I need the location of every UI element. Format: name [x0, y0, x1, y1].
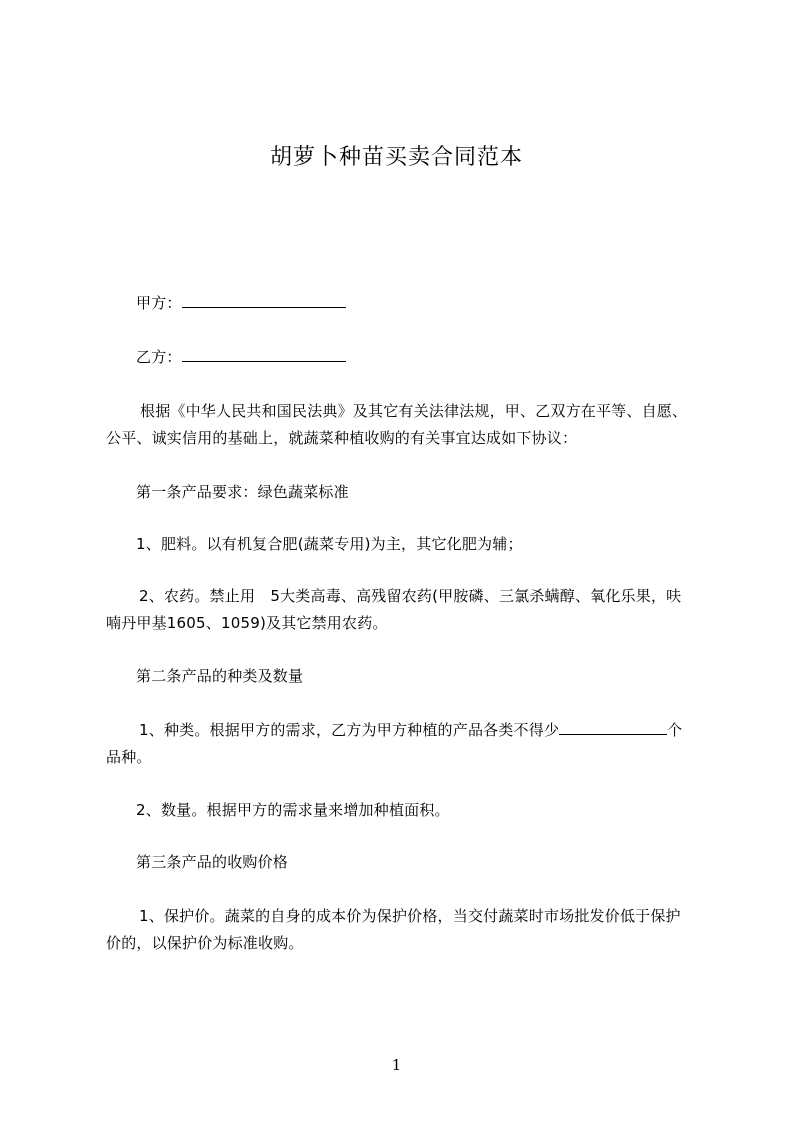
article-3-heading: 第三条产品的收购价格 — [136, 853, 289, 871]
intro-line-1: 根据《中华人民共和国民法典》及其它有关法律法规，甲、乙双方在平等、自愿、 — [140, 402, 688, 420]
party-b-blank[interactable] — [182, 347, 346, 362]
article-1-item-2-line-2: 喃丹甲基1605、1059)及其它禁用农药。 — [106, 614, 388, 632]
party-a-line — [136, 292, 346, 313]
article-2-item-1-text: 1、种类。根据甲方的需求，乙方为甲方种植的产品各类不得少 — [139, 721, 560, 739]
variety-count-blank[interactable] — [559, 720, 667, 735]
article-3-item-1-line-2: 价的，以保护价为标准收购。 — [106, 934, 304, 952]
party-a-blank[interactable] — [182, 293, 346, 308]
article-2-item-1-suffix: 个 — [667, 721, 683, 739]
party-b-label: 乙方： — [136, 348, 182, 366]
page-number: 1 — [391, 1056, 402, 1074]
article-2-item-2: 2、数量。根据甲方的需求量来增加种植面积。 — [136, 801, 450, 819]
article-2-heading: 第二条产品的种类及数量 — [136, 667, 304, 685]
article-3-item-1-line-1: 1、保护价。蔬菜的自身的成本价为保护价格，当交付蔬菜时市场批发价低于保护 — [139, 907, 681, 925]
intro-line-2: 公平、诚实信用的基础上，就蔬菜种植收购的有关事宜达成如下协议： — [106, 429, 578, 447]
party-b-line — [136, 346, 346, 367]
article-1-item-2-line-1: 2、农药。禁止用 5大类高毒、高残留农药(甲胺磷、三氯杀螨醇、氧化乐果，呋 — [139, 587, 682, 605]
article-2-item-1-line-2: 品种。 — [106, 748, 152, 766]
party-a-label: 甲方： — [136, 294, 182, 312]
document-title: 胡萝卜种苗买卖合同范本 — [269, 145, 523, 170]
article-1-heading: 第一条产品要求：绿色蔬菜标准 — [136, 483, 349, 501]
article-2-item-1-line-1 — [139, 719, 682, 740]
article-1-item-1: 1、肥料。以有机复合肥(蔬菜专用)为主，其它化肥为辅； — [136, 535, 523, 553]
